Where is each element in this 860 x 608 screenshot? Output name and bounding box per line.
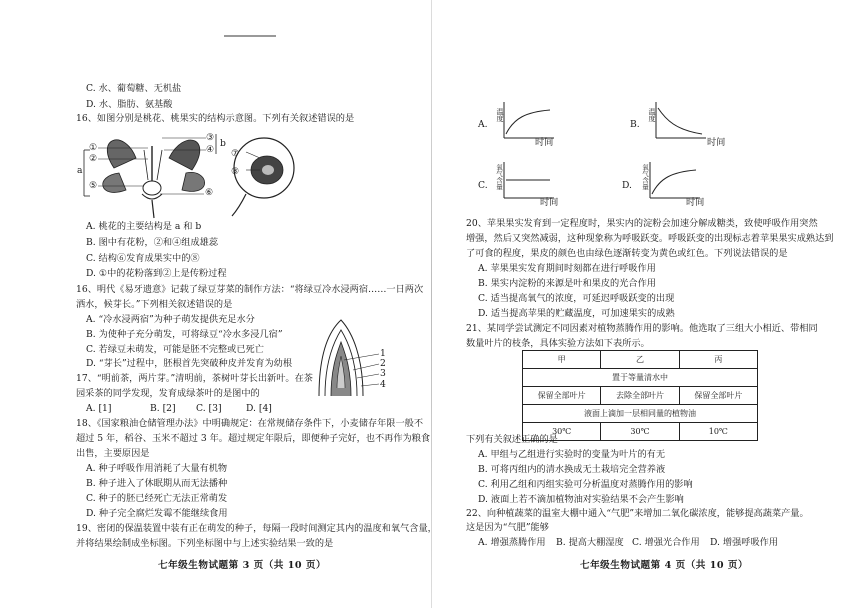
graph-a-xlabel: 时间 [535, 137, 554, 148]
bud-label-1: 1 [380, 348, 386, 359]
q21-line-2: 数量叶片的枝条，具体实验方法如下表所示。 [466, 338, 650, 349]
q16-option-c: C. 结构⑥发育成果实中的⑧ [86, 253, 200, 264]
q21-option-d: D. 液面上若不滴加植物油对实验结果不会产生影响 [478, 494, 684, 505]
q19-stem-1: 18、《国家粮油仓储管理办法》中明确规定：在常规储存条件下，小麦储存年限一般不 [76, 418, 424, 429]
graph-d-ylabel: 氧气含量 [641, 164, 649, 190]
q18-option-a: A. [1] [86, 403, 112, 414]
table-cell-temp-bing: 10℃ [679, 423, 757, 441]
label-7: ⑦ [231, 148, 240, 159]
left-page-footer: 七年级生物试题第 3 页（共 10 页） [158, 560, 327, 571]
label-2: ② [89, 153, 98, 164]
graph-a [494, 100, 574, 150]
q20-stem-1: 19、密闭的保温装置中装有正在萌发的种子，每隔一段时间测定其内的温度和氧气含量， [76, 523, 437, 534]
q22-line-1: 22、向种植蔬菜的温室大棚中通入“气肥”来增加二氧化碳浓度，能够提高蔬菜产量。 [466, 508, 809, 519]
q17-stem-1: 16、明代《易牙遗意》记载了绿豆芽菜的制作方法：“将绿豆冷水浸两宿……一日两次 [76, 284, 424, 295]
q19-stem-3: 出售，主要原因是 [76, 448, 150, 459]
graph-b-xlabel: 时间 [707, 137, 726, 148]
table-cell-temp-yi: 30℃ [601, 423, 679, 441]
q20r-option-d: D. 适当提高苹果的贮藏温度，可加速果实的成熟 [478, 308, 675, 319]
q19-option-a: A. 种子呼吸作用消耗了大量有机物 [86, 463, 228, 474]
q20r-line-3: 了可食的程度，果皮的颜色也由绿色逐渐转变为黄色或红色。下列说法错误的是 [466, 248, 788, 259]
q20r-line-2: 增强，然后又突然减弱，这种现象称为呼吸跃变。呼吸跃变的出现标志着苹果果实成熟达到 [466, 233, 834, 244]
bud-label-2: 2 [380, 358, 386, 369]
bud-label-3: 3 [380, 368, 386, 379]
q18-option-c: C. [3] [196, 403, 222, 414]
table-header-jia: 甲 [523, 351, 601, 369]
q16-option-b: B. 图中有花粉，②和④组成雄蕊 [86, 237, 219, 248]
label-1: ① [89, 142, 98, 153]
q18-stem-2: 园采茶的同学发现，发育成绿茶叶的是图中的 [76, 388, 260, 399]
right-page-footer: 七年级生物试题第 4 页（共 10 页） [580, 560, 749, 571]
q16-option-d: D. ①中的花粉落到②上是传粉过程 [86, 268, 227, 279]
q17-option-a: A. “冷水浸两宿”为种子萌发提供充足水分 [86, 314, 255, 325]
graph-d-xlabel: 时间 [686, 197, 705, 208]
tea-bud-diagram [313, 318, 383, 398]
peach-flower-fruit-diagram [74, 128, 314, 220]
q20r-option-b: B. 果实内淀粉的来源是叶和果皮的光合作用 [478, 278, 656, 289]
q16-stem: 16、如图分别是桃花、桃果实的结构示意图。下列有关叙述错误的是 [76, 113, 355, 124]
table-cell-leaves-jia: 保留全部叶片 [523, 387, 601, 405]
table-cell-leaves-bing: 保留全部叶片 [679, 387, 757, 405]
graph-a-letter: A. [478, 119, 488, 130]
graph-c-xlabel: 时间 [540, 197, 559, 208]
page-fold [431, 0, 432, 608]
table-header-bing: 丙 [679, 351, 757, 369]
label-6: ⑥ [205, 187, 214, 198]
q19-stem-2: 超过 5 年，稻谷、玉米不超过 3 年。超过规定年限后，即便种子完好，也不再作为粮食 [76, 433, 431, 444]
table-row [523, 387, 758, 405]
q19-option-d: D. 种子完全腐烂发霉不能继续食用 [86, 508, 228, 519]
graph-b-letter: B. [630, 119, 640, 130]
q20r-line-1: 20、苹果果实发育到一定程度时，果实内的淀粉会加速分解成糖类，致使呼吸作用突然 [466, 218, 818, 229]
table-cell-temp-jia: 30℃ [523, 423, 601, 441]
q21-option-b: B. 可将丙组内的清水换成无土栽培完全营养液 [478, 464, 666, 475]
table-row [523, 351, 758, 369]
graph-c [494, 160, 574, 210]
graph-a-ylabel: 温度 [496, 108, 504, 122]
graph-b-ylabel: 温度 [648, 108, 656, 122]
q21-line-1: 21、某同学尝试测定不同因素对植物蒸腾作用的影响。他选取了三组大小相近、带相同 [466, 323, 818, 334]
table-cell-leaves-yi: 去除全部叶片 [601, 387, 679, 405]
label-5: ⑤ [89, 180, 98, 191]
q17-option-c: C. 若绿豆未萌发，可能是胚不完整或已死亡 [86, 344, 264, 355]
table-row [523, 405, 758, 423]
q20r-option-c: C. 适当提高氧气的浓度，可延迟呼吸跃变的出现 [478, 293, 675, 304]
q16-option-a: A. 桃花的主要结构是 a 和 b [86, 221, 202, 232]
q19-option-c: C. 种子的胚已经死亡无法正常萌发 [86, 493, 228, 504]
q21-stem: 下列有关叙述正确的是 [466, 434, 558, 445]
label-a: a [77, 165, 83, 176]
label-4: ④ [206, 144, 215, 155]
q20r-option-a: A. 苹果果实发育期间时刻都在进行呼吸作用 [478, 263, 656, 274]
experiment-table [522, 350, 758, 441]
q18-option-d: D. [4] [246, 403, 272, 414]
q18-stem-1: 17、“明前茶，两片芽。”清明前，茶树叶芽长出新叶。在茶 [76, 373, 313, 384]
graph-d [640, 160, 720, 210]
table-cell-oil: 液面上滴加一层相同量的植物油 [523, 405, 758, 423]
q22-option-d: D. 增强呼吸作用 [710, 537, 779, 548]
label-b: b [220, 138, 226, 149]
q22-option-b: B. 提高大棚湿度 [556, 537, 624, 548]
table-cell-water: 置于等量清水中 [523, 369, 758, 387]
bud-label-4: 4 [380, 379, 386, 390]
graph-c-ylabel: 氧气含量 [495, 164, 503, 190]
q19-option-b: B. 种子进入了休眠期从而无法播种 [86, 478, 228, 489]
q22-option-c: C. 增强光合作用 [632, 537, 700, 548]
q21-option-a: A. 甲组与乙组进行实验时的变量为叶片的有无 [478, 449, 666, 460]
q17-option-b: B. 为使种子充分萌发，可将绿豆“冷水多浸几宿” [86, 329, 283, 340]
q17-stem-2: 洒水，候芽长。”下列相关叙述错误的是 [76, 299, 233, 310]
q18-option-b: B. [2] [150, 403, 176, 414]
q15-option-c: C. 水、葡萄糖、无机盐 [86, 83, 182, 94]
q17-option-d: D. “芽长”过程中，胚根首先突破种皮并发育为幼根 [86, 358, 293, 369]
q15-option-d: D. 水、脂肪、氨基酸 [86, 99, 173, 110]
q22-option-a: A. 增强蒸腾作用 [478, 537, 546, 548]
table-row [523, 369, 758, 387]
graph-d-letter: D. [622, 180, 632, 191]
scan-mark [224, 35, 276, 37]
graph-c-letter: C. [478, 180, 488, 191]
label-3: ③ [206, 132, 215, 143]
label-8: ⑧ [231, 166, 240, 177]
q22-line-2: 这是因为“气肥”能够 [466, 522, 549, 533]
q20-stem-2: 并将结果绘制成坐标图。下列坐标图中与上述实验结果一致的是 [76, 538, 334, 549]
q21-option-c: C. 利用乙组和丙组实验可分析温度对蒸腾作用的影响 [478, 479, 693, 490]
table-header-yi: 乙 [601, 351, 679, 369]
